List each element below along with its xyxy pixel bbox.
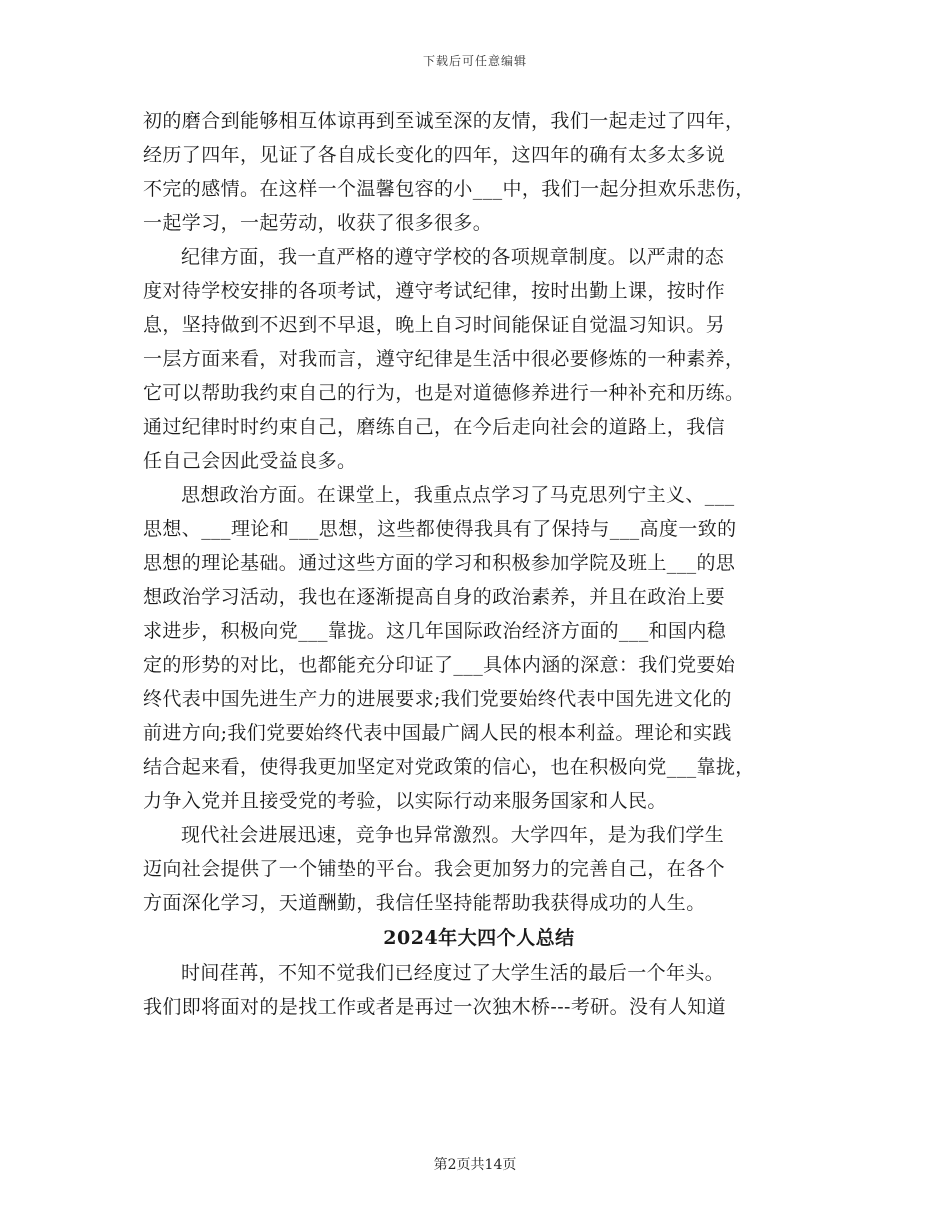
- text-line: 息，坚持做到不迟到不早退，晚上自习时间能保证自觉温习知识。另: [143, 314, 726, 336]
- text-line: 思想政治方面。在课堂上，我重点点学习了马克思列宁主义、___: [181, 484, 735, 506]
- text-line: 迈向社会提供了一个铺垫的平台。我会更加努力的完善自己，在各个: [143, 858, 726, 880]
- document-body: [143, 104, 815, 1024]
- paragraph-senior-summary: [143, 956, 815, 1024]
- text-line: 我们即将面对的是找工作或者是再过一次独木桥---考研。没有人知道: [143, 996, 727, 1018]
- text-line: 它可以帮助我约束自己的行为，也是对道德修养进行一种补充和历练。: [143, 382, 745, 404]
- text-line: 结合起来看，使得我更加坚定对党政策的信心，也在积极向党___靠拢，: [143, 756, 755, 778]
- section-heading: 2024年大四个人总结: [383, 927, 575, 949]
- text-line: 初的磨合到能够相互体谅再到至诚至深的友情，我们一起走过了四年，: [143, 110, 745, 132]
- paragraph-friendship: [143, 104, 815, 240]
- text-line: 求进步，积极向党___靠拢。这几年国际政治经济方面的___和国内稳: [143, 620, 727, 642]
- text-line: 想政治学习活动，我也在逐渐提高自身的政治素养，并且在政治上要: [143, 586, 726, 608]
- text-line: 任自己会因此受益良多。: [143, 450, 357, 472]
- text-line: 定的形势的对比，也都能充分印证了___具体内涵的深意：我们党要始: [143, 654, 736, 676]
- text-line: 一起学习，一起劳动，收获了很多很多。: [143, 212, 493, 234]
- text-line: 前进方向;我们党要始终代表中国最广阔人民的根本利益。理论和实践: [143, 722, 732, 744]
- text-line: 经历了四年，见证了各自成长变化的四年，这四年的确有太多太多说: [143, 144, 726, 166]
- text-line: 终代表中国先进生产力的进展要求;我们党要始终代表中国先进文化的: [143, 688, 732, 710]
- page-header: 下载后可任意编辑: [422, 54, 527, 68]
- text-line: 方面深化学习，天道酬勤，我信任坚持能帮助我获得成功的人生。: [143, 892, 706, 914]
- text-line: 不完的感情。在这样一个温馨包容的小___中，我们一起分担欢乐悲伤，: [143, 178, 755, 200]
- paragraph-politics: [143, 478, 815, 818]
- text-line: 一层方面来看，对我而言，遵守纪律是生活中很必要修炼的一种素养，: [143, 348, 745, 370]
- text-line: 力争入党并且接受党的考验，以实际行动来服务国家和人民。: [143, 790, 667, 812]
- paragraph-society: [143, 818, 815, 920]
- text-line: 时间荏苒，不知不觉我们已经度过了大学生活的最后一个年头。: [181, 962, 725, 984]
- text-line: 通过纪律时时约束自己，磨练自己，在今后走向社会的道路上，我信: [143, 416, 726, 438]
- text-line: 纪律方面，我一直严格的遵守学校的各项规章制度。以严肃的态: [181, 246, 725, 268]
- text-line: 思想、___理论和___思想，这些都使得我具有了保持与___高度一致的: [143, 518, 737, 540]
- text-line: 现代社会进展迅速，竞争也异常激烈。大学四年，是为我们学生: [181, 824, 725, 846]
- paragraph-discipline: [143, 240, 815, 478]
- text-line: 度对待学校安排的各项考试，遵守考试纪律，按时出勤上课，按时作: [143, 280, 726, 302]
- text-line: 思想的理论基础。通过这些方面的学习和积极参加学院及班上___的思: [143, 552, 736, 574]
- page-footer: 第2页共14页: [433, 1157, 517, 1173]
